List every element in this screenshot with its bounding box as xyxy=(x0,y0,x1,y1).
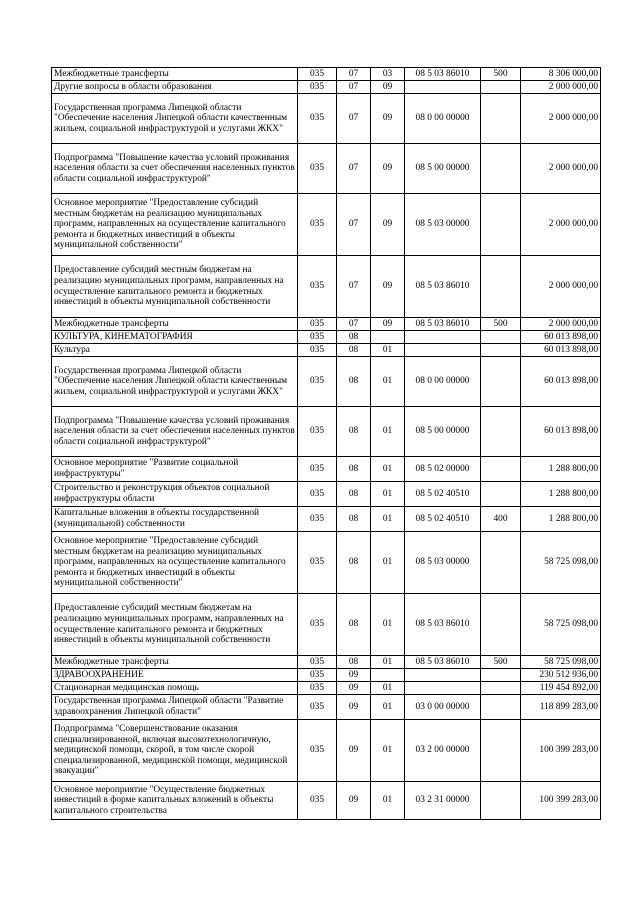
row-expense-type xyxy=(481,144,521,194)
row-expense-type xyxy=(481,81,521,94)
row-section: 07 xyxy=(337,68,371,81)
row-name: Культура xyxy=(52,344,298,357)
row-target-article: 08 5 03 00000 xyxy=(405,194,481,256)
row-amount: 230 512 936,00 xyxy=(521,669,601,682)
row-target-article: 08 5 03 86010 xyxy=(405,68,481,81)
row-target-article xyxy=(405,344,481,357)
row-subsection: 01 xyxy=(371,407,405,457)
row-admin-code: 035 xyxy=(298,331,337,344)
row-name: Основное мероприятие "Предоставление субсидий местным бюджетам на реализацию муниципальных программ, направленных на осуществление капитального ремонта и бюджетных инвестиций в объекты муниципальной собственности" xyxy=(52,532,298,594)
row-admin-code: 035 xyxy=(298,695,337,720)
row-section: 09 xyxy=(337,669,371,682)
row-admin-code: 035 xyxy=(298,256,337,318)
table-row xyxy=(52,682,601,695)
row-admin-code: 035 xyxy=(298,407,337,457)
row-expense-type xyxy=(481,482,521,507)
table-row xyxy=(52,656,601,669)
row-expense-type xyxy=(481,256,521,318)
row-expense-type xyxy=(481,194,521,256)
row-admin-code: 035 xyxy=(298,669,337,682)
row-section: 08 xyxy=(337,656,371,669)
row-subsection: 01 xyxy=(371,656,405,669)
row-amount: 100 399 283,00 xyxy=(521,720,601,782)
row-expense-type xyxy=(481,357,521,407)
row-amount: 2 000 000,00 xyxy=(521,144,601,194)
row-admin-code: 035 xyxy=(298,144,337,194)
row-admin-code: 035 xyxy=(298,656,337,669)
row-admin-code: 035 xyxy=(298,782,337,820)
row-admin-code: 035 xyxy=(298,594,337,656)
row-section: 09 xyxy=(337,682,371,695)
row-admin-code: 035 xyxy=(298,532,337,594)
row-name: Основное мероприятие "Предоставление субсидий местным бюджетам на реализацию муниципальных программ, направленных на осуществление капитального ремонта и бюджетных инвестиций в объекты муниципальной собственности" xyxy=(52,194,298,256)
row-amount: 2 000 000,00 xyxy=(521,318,601,331)
row-expense-type xyxy=(481,344,521,357)
row-target-article xyxy=(405,81,481,94)
row-admin-code: 035 xyxy=(298,68,337,81)
row-target-article: 08 0 00 00000 xyxy=(405,94,481,144)
row-target-article: 08 5 03 86010 xyxy=(405,594,481,656)
row-amount: 58 725 098,00 xyxy=(521,594,601,656)
row-subsection: 01 xyxy=(371,457,405,482)
table-row xyxy=(52,94,601,144)
row-expense-type xyxy=(481,407,521,457)
table-row xyxy=(52,482,601,507)
table-row xyxy=(52,144,601,194)
row-name: Стационарная медицинская помощь xyxy=(52,682,298,695)
row-target-article: 08 5 03 86010 xyxy=(405,256,481,318)
row-name: Подпрограмма "Повышение качества условий проживания населения области за счет обеспечения населенных пунктов области социальной инфраструктурой" xyxy=(52,144,298,194)
row-expense-type xyxy=(481,94,521,144)
row-section: 09 xyxy=(337,782,371,820)
table-row xyxy=(52,507,601,532)
row-target-article: 03 2 31 00000 xyxy=(405,782,481,820)
row-name: Предоставление субсидий местным бюджетам на реализацию муниципальных программ, направленных на осуществление капитального ремонта и бюджетных инвестиций в объекты муниципальной собственности xyxy=(52,594,298,656)
table-row xyxy=(52,194,601,256)
row-target-article: 08 5 03 86010 xyxy=(405,656,481,669)
table-row xyxy=(52,357,601,407)
row-target-article: 08 5 02 40510 xyxy=(405,507,481,532)
row-amount: 1 288 800,00 xyxy=(521,482,601,507)
row-expense-type xyxy=(481,457,521,482)
budget-table-body xyxy=(52,68,601,820)
row-name: КУЛЬТУРА, КИНЕМАТОГРАФИЯ xyxy=(52,331,298,344)
row-subsection: 01 xyxy=(371,507,405,532)
row-target-article: 08 5 03 00000 xyxy=(405,532,481,594)
row-admin-code: 035 xyxy=(298,357,337,407)
row-amount: 2 000 000,00 xyxy=(521,81,601,94)
row-expense-type xyxy=(481,532,521,594)
row-admin-code: 035 xyxy=(298,194,337,256)
row-subsection: 09 xyxy=(371,94,405,144)
table-row xyxy=(52,344,601,357)
row-subsection: 01 xyxy=(371,695,405,720)
table-row xyxy=(52,720,601,782)
row-expense-type xyxy=(481,695,521,720)
row-expense-type xyxy=(481,669,521,682)
row-subsection xyxy=(371,331,405,344)
row-name: Межбюджетные трансферты xyxy=(52,318,298,331)
document-page xyxy=(51,67,600,820)
row-amount: 119 454 892,00 xyxy=(521,682,601,695)
row-name: Государственная программа Липецкой области "Обеспечение населения Липецкой области качественным жильем, социальной инфраструктурой и услугами ЖКХ" xyxy=(52,357,298,407)
row-amount: 1 288 800,00 xyxy=(521,457,601,482)
row-name: ЗДРАВООХРАНЕНИЕ xyxy=(52,669,298,682)
row-amount: 58 725 098,00 xyxy=(521,532,601,594)
row-amount: 118 899 283,00 xyxy=(521,695,601,720)
table-row xyxy=(52,532,601,594)
row-amount: 60 013 898,00 xyxy=(521,331,601,344)
row-section: 08 xyxy=(337,357,371,407)
row-amount: 1 288 800,00 xyxy=(521,507,601,532)
row-subsection: 09 xyxy=(371,81,405,94)
row-subsection: 09 xyxy=(371,256,405,318)
row-expense-type: 500 xyxy=(481,656,521,669)
table-row xyxy=(52,318,601,331)
row-amount: 60 013 898,00 xyxy=(521,407,601,457)
row-subsection: 01 xyxy=(371,720,405,782)
row-admin-code: 035 xyxy=(298,682,337,695)
table-row xyxy=(52,407,601,457)
table-row xyxy=(52,669,601,682)
row-admin-code: 035 xyxy=(298,94,337,144)
table-row xyxy=(52,81,601,94)
row-section: 08 xyxy=(337,457,371,482)
row-target-article: 08 5 00 00000 xyxy=(405,407,481,457)
table-row xyxy=(52,68,601,81)
row-name: Строительство и реконструкция объектов социальной инфраструктуры области xyxy=(52,482,298,507)
row-amount: 2 000 000,00 xyxy=(521,194,601,256)
row-section: 08 xyxy=(337,344,371,357)
row-subsection: 01 xyxy=(371,344,405,357)
row-name: Другие вопросы в области образования xyxy=(52,81,298,94)
row-expense-type xyxy=(481,682,521,695)
row-section: 07 xyxy=(337,144,371,194)
row-expense-type: 500 xyxy=(481,68,521,81)
row-subsection: 01 xyxy=(371,357,405,407)
row-target-article: 03 0 00 00000 xyxy=(405,695,481,720)
row-target-article xyxy=(405,331,481,344)
row-section: 07 xyxy=(337,194,371,256)
row-section: 07 xyxy=(337,318,371,331)
row-expense-type xyxy=(481,720,521,782)
row-expense-type xyxy=(481,331,521,344)
row-subsection: 09 xyxy=(371,144,405,194)
row-section: 08 xyxy=(337,507,371,532)
budget-table xyxy=(51,67,601,820)
row-amount: 2 000 000,00 xyxy=(521,94,601,144)
row-name: Подпрограмма "Совершенствование оказания специализированной, включая высокотехнологичную, медицинской помощи, скорой, в том числе скорой специализированной, медицинской помощи, медицинской эвакуации" xyxy=(52,720,298,782)
row-subsection: 09 xyxy=(371,194,405,256)
table-row xyxy=(52,457,601,482)
row-section: 09 xyxy=(337,720,371,782)
row-section: 07 xyxy=(337,81,371,94)
row-admin-code: 035 xyxy=(298,720,337,782)
table-row xyxy=(52,695,601,720)
row-name: Предоставление субсидий местным бюджетам на реализацию муниципальных программ, направленных на осуществление капитального ремонта и бюджетных инвестиций в объекты муниципальной собственности xyxy=(52,256,298,318)
row-name: Капитальные вложения в объекты государственной (муниципальной) собственности xyxy=(52,507,298,532)
table-row xyxy=(52,594,601,656)
row-subsection: 01 xyxy=(371,482,405,507)
row-name: Подпрограмма "Повышение качества условий проживания населения области за счет обеспечения населенных пунктов области социальной инфраструктурой" xyxy=(52,407,298,457)
row-section: 08 xyxy=(337,331,371,344)
row-name: Основное мероприятие "Развитие социальной инфраструктуры" xyxy=(52,457,298,482)
row-section: 08 xyxy=(337,407,371,457)
row-expense-type xyxy=(481,594,521,656)
row-target-article: 08 5 02 00000 xyxy=(405,457,481,482)
row-name: Межбюджетные трансферты xyxy=(52,68,298,81)
row-section: 07 xyxy=(337,256,371,318)
row-section: 08 xyxy=(337,594,371,656)
row-expense-type xyxy=(481,782,521,820)
row-admin-code: 035 xyxy=(298,507,337,532)
row-name: Межбюджетные трансферты xyxy=(52,656,298,669)
row-subsection: 01 xyxy=(371,532,405,594)
row-target-article: 03 2 00 00000 xyxy=(405,720,481,782)
row-section: 09 xyxy=(337,695,371,720)
row-subsection: 01 xyxy=(371,782,405,820)
row-subsection: 01 xyxy=(371,682,405,695)
row-section: 07 xyxy=(337,94,371,144)
row-admin-code: 035 xyxy=(298,457,337,482)
row-target-article xyxy=(405,669,481,682)
row-target-article: 08 5 02 40510 xyxy=(405,482,481,507)
table-row xyxy=(52,256,601,318)
row-expense-type: 500 xyxy=(481,318,521,331)
row-name: Государственная программа Липецкой области "Обеспечение населения Липецкой области качественным жильем, социальной инфраструктурой и услугами ЖКХ" xyxy=(52,94,298,144)
row-amount: 60 013 898,00 xyxy=(521,344,601,357)
row-amount: 8 306 000,00 xyxy=(521,68,601,81)
row-name: Государственная программа Липецкой области "Развитие здравоохранения Липецкой области" xyxy=(52,695,298,720)
row-admin-code: 035 xyxy=(298,81,337,94)
row-admin-code: 035 xyxy=(298,344,337,357)
row-target-article xyxy=(405,682,481,695)
row-section: 08 xyxy=(337,482,371,507)
row-section: 08 xyxy=(337,532,371,594)
row-admin-code: 035 xyxy=(298,482,337,507)
row-subsection xyxy=(371,669,405,682)
row-target-article: 08 0 00 00000 xyxy=(405,357,481,407)
row-amount: 58 725 098,00 xyxy=(521,656,601,669)
table-row xyxy=(52,782,601,820)
row-name: Основное мероприятие "Осуществление бюджетных инвестиций в форме капитальных вложений в объекты капитального строительства xyxy=(52,782,298,820)
row-amount: 60 013 898,00 xyxy=(521,357,601,407)
row-target-article: 08 5 00 00000 xyxy=(405,144,481,194)
row-subsection: 03 xyxy=(371,68,405,81)
row-expense-type: 400 xyxy=(481,507,521,532)
row-amount: 2 000 000,00 xyxy=(521,256,601,318)
table-row xyxy=(52,331,601,344)
row-subsection: 09 xyxy=(371,318,405,331)
row-admin-code: 035 xyxy=(298,318,337,331)
row-target-article: 08 5 03 86010 xyxy=(405,318,481,331)
row-amount: 100 399 283,00 xyxy=(521,782,601,820)
row-subsection: 01 xyxy=(371,594,405,656)
